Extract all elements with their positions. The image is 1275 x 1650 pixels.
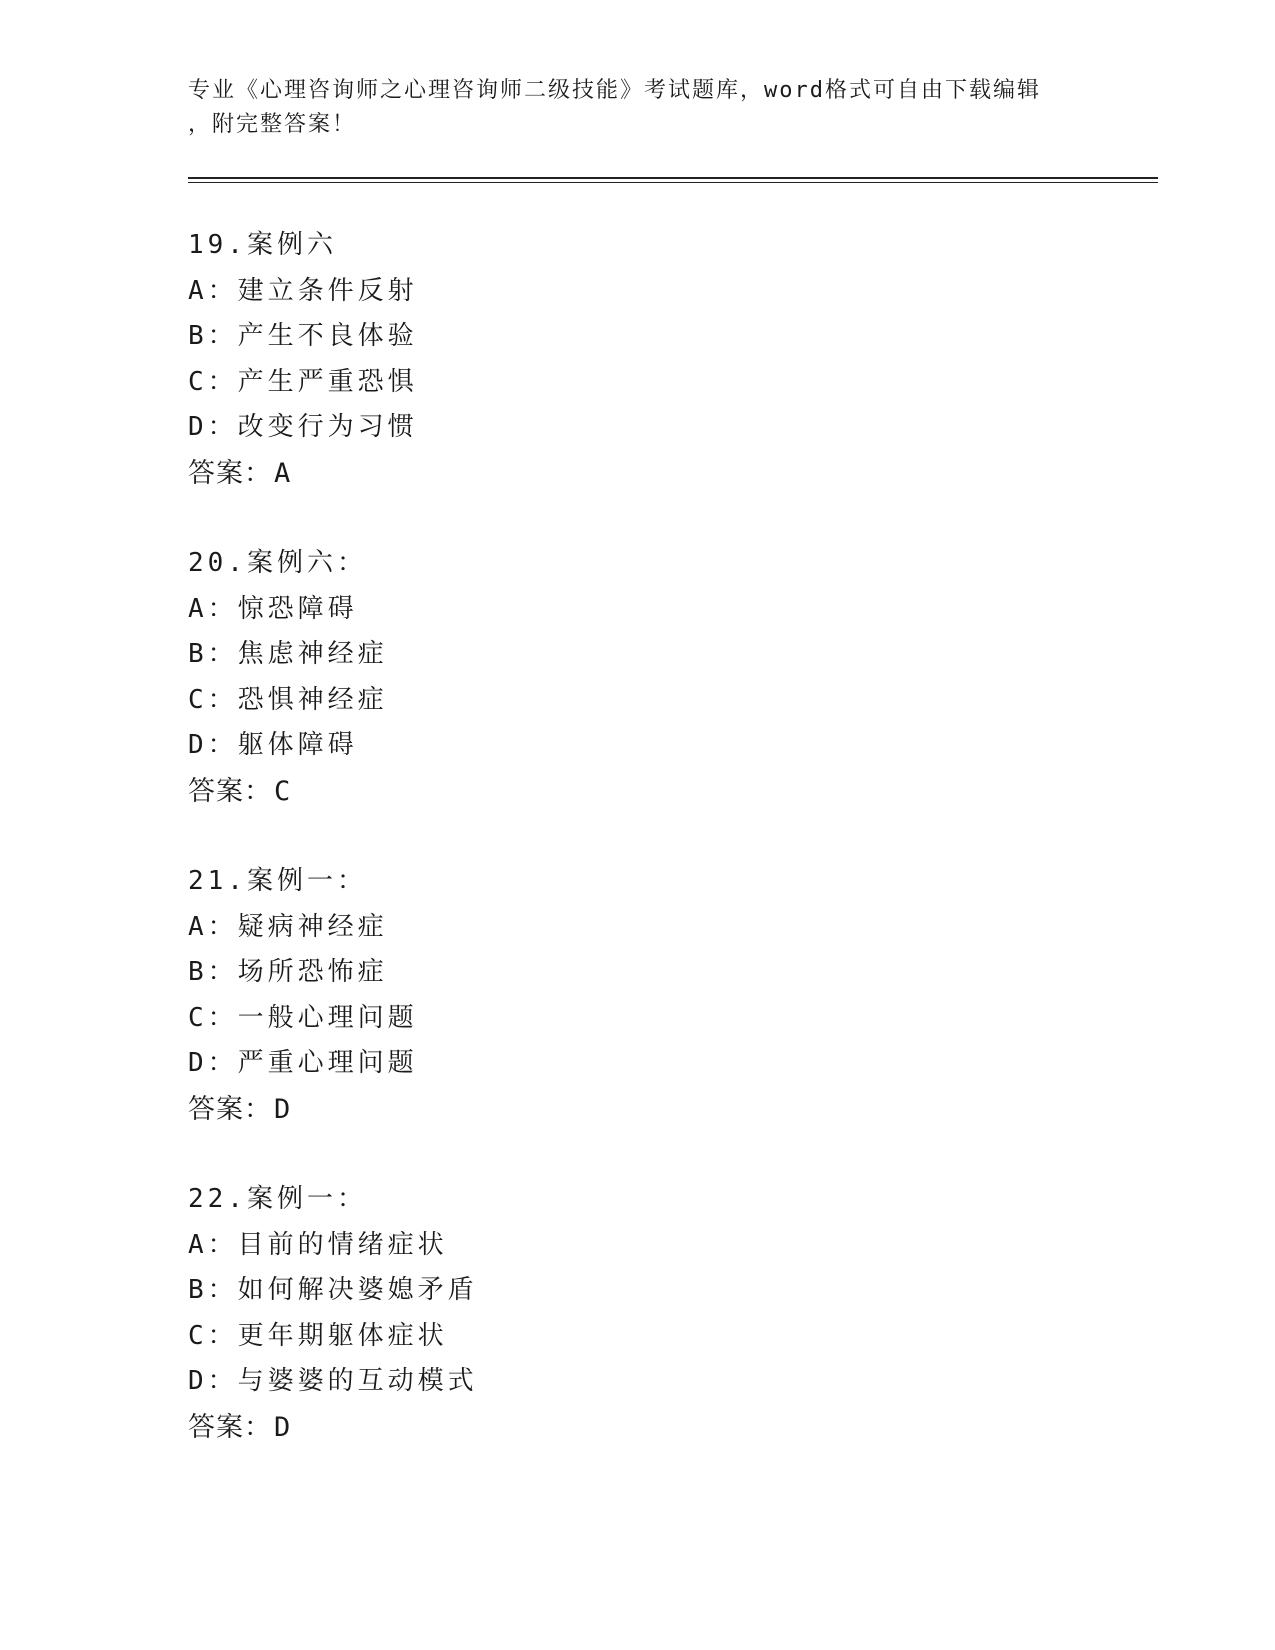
option-d: D：与婆婆的互动模式 xyxy=(188,1366,478,1396)
option-d: D：改变行为习惯 xyxy=(188,412,418,442)
option-a: A：目前的情绪症状 xyxy=(188,1229,448,1260)
answer-label: 答案： xyxy=(188,1411,272,1443)
header-line-1: 专业《心理咨询师之心理咨询师二级技能》考试题库，word格式可自由下载编辑 xyxy=(188,78,1041,103)
header-line-2: ，附完整答案！ xyxy=(188,112,357,137)
header-divider xyxy=(188,177,1158,183)
option-b: B：场所恐怖症 xyxy=(188,957,388,987)
question-20 xyxy=(188,541,888,814)
question-title: 21.案例一： xyxy=(188,866,367,896)
option-b: B：如何解决婆媳矛盾 xyxy=(188,1275,478,1305)
answer-line xyxy=(188,769,888,815)
question-21 xyxy=(188,859,888,1132)
option-b: B：焦虑神经症 xyxy=(188,639,388,669)
option-d: D：严重心理问题 xyxy=(188,1048,418,1078)
answer-label: 答案： xyxy=(188,457,272,489)
answer-value: C xyxy=(274,775,292,807)
question-title: 19.案例六 xyxy=(188,230,337,260)
answer-line xyxy=(188,1405,888,1451)
option-d: D：躯体障碍 xyxy=(188,730,358,760)
option-c: C：一般心理问题 xyxy=(188,1002,418,1033)
option-a: A：疑病神经症 xyxy=(188,911,388,942)
option-c: C：恐惧神经症 xyxy=(188,684,388,715)
answer-value: A xyxy=(274,457,292,489)
answer-value: D xyxy=(274,1411,292,1443)
answer-line xyxy=(188,451,888,497)
option-a: A：建立条件反射 xyxy=(188,275,418,306)
document-header xyxy=(188,74,1068,142)
question-title: 22.案例一： xyxy=(188,1184,367,1214)
question-title: 20.案例六： xyxy=(188,548,367,578)
option-c: C：产生严重恐惧 xyxy=(188,366,418,397)
question-22 xyxy=(188,1177,888,1450)
option-b: B：产生不良体验 xyxy=(188,321,418,351)
option-c: C：更年期躯体症状 xyxy=(188,1320,448,1351)
option-a: A：惊恐障碍 xyxy=(188,593,358,624)
answer-label: 答案： xyxy=(188,775,272,807)
answer-line xyxy=(188,1087,888,1133)
answer-label: 答案： xyxy=(188,1093,272,1125)
question-19 xyxy=(188,223,888,496)
answer-value: D xyxy=(274,1093,292,1125)
